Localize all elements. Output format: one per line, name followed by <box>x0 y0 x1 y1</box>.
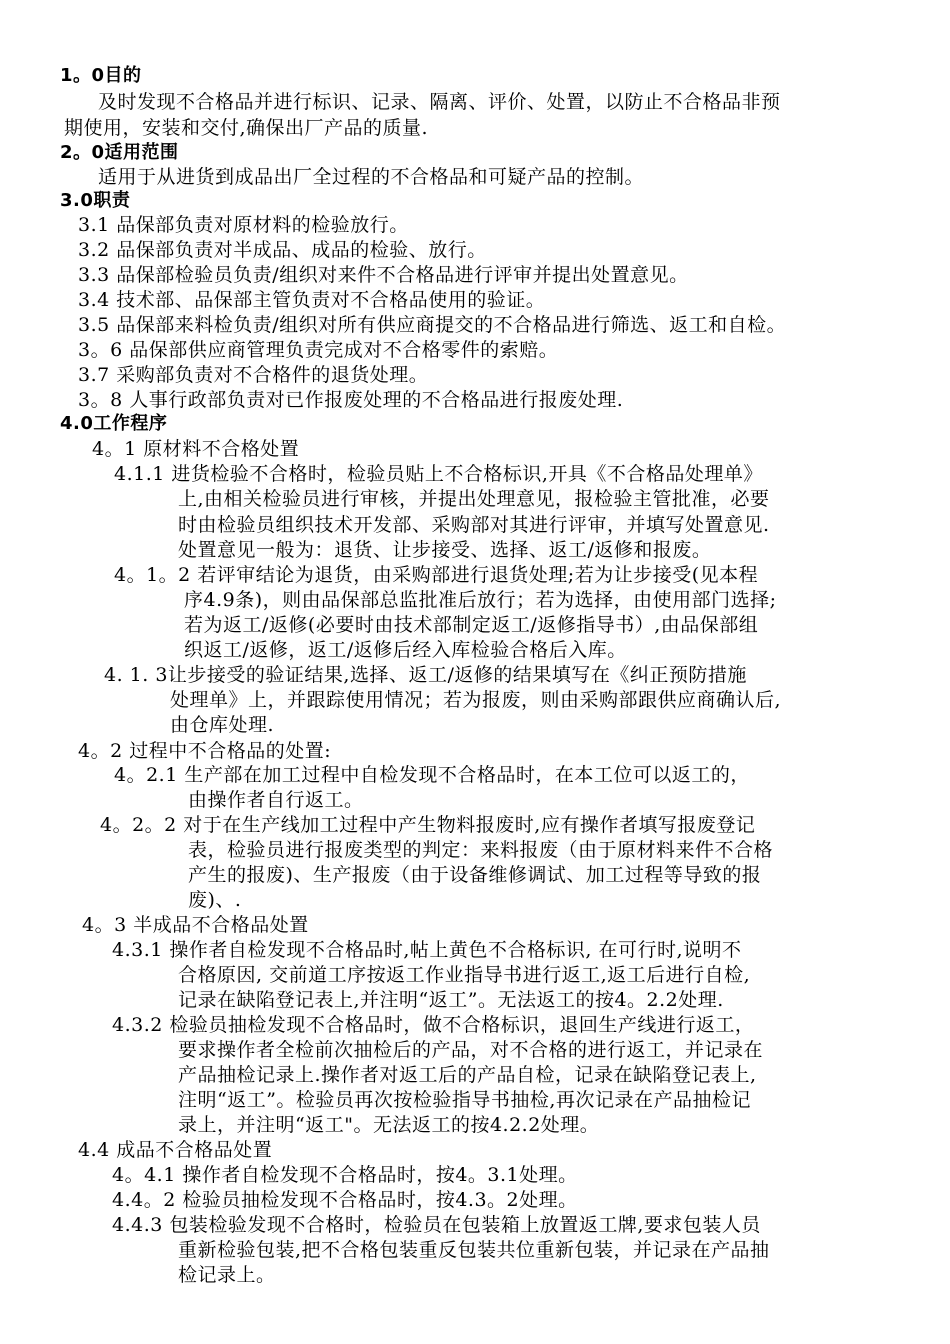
text-line: 4。3 半成品不合格品处置 <box>82 914 309 936</box>
text-line: 处置意见一般为：退货、让步接受、选择、返工/返修和报废。 <box>178 539 712 561</box>
section-heading-procedure: 4.0工作程序 <box>60 413 168 434</box>
text-line: 4.4.3 包装检验发现不合格时，检验员在包装箱上放置返工牌,要求包装人员 <box>112 1214 761 1236</box>
text-line: 4.4。2 检验员抽检发现不合格品时，按4.3。2处理。 <box>112 1189 578 1211</box>
text-line: 3。6 品保部供应商管理负责完成对不合格零件的索赔。 <box>78 339 559 361</box>
text-line: 适用于从进货到成品出厂全过程的不合格品和可疑产品的控制。 <box>98 166 645 188</box>
text-line: 及时发现不合格品并进行标识、记录、隔离、评价、处置，以防止不合格品非预 <box>98 91 781 113</box>
text-line: 检记录上。 <box>178 1264 276 1286</box>
text-line: 序4.9条)，则由品保部总监批准后放行；若为选择，由使用部门选择; <box>184 589 777 611</box>
text-line: 注明“返工”。检验员再次按检验指导书抽检,再次记录在产品抽检记 <box>178 1089 751 1111</box>
text-line: 4.4 成品不合格品处置 <box>78 1139 273 1161</box>
text-line: 处理单》上，并跟踪使用情况；若为报废，则由采购部跟供应商确认后, <box>170 689 782 711</box>
text-line: 3.1 品保部负责对原材料的检验放行。 <box>78 214 409 236</box>
text-line: 产品抽检记录上.操作者对返工后的产品自检，记录在缺陷登记表上, <box>178 1064 757 1086</box>
text-line: 合格原因, 交前道工序按返工作业指导书进行返工,返工后进行自检, <box>178 964 751 986</box>
text-line: 由仓库处理. <box>170 714 275 736</box>
text-line: 3.4 技术部、品保部主管负责对不合格品使用的验证。 <box>78 289 546 311</box>
text-line: 4。2 过程中不合格品的处置: <box>78 740 332 762</box>
text-line: 3.7 采购部负责对不合格件的退货处理。 <box>78 364 429 386</box>
text-line: 4.3.1 操作者自检发现不合格品时,帖上黄色不合格标识, 在可行时,说明不 <box>112 939 742 961</box>
text-line: 织返工/返修，返工/返修后经入库检验合格后入库。 <box>184 639 627 661</box>
text-line: 4.3.2 检验员抽检发现不合格品时，做不合格标识，退回生产线进行返工， <box>112 1014 755 1036</box>
text-line: 3.3 品保部检验员负责/组织对来件不合格品进行评审并提出处置意见。 <box>78 264 689 286</box>
text-line: 4.1.1 进货检验不合格时，检验员贴上不合格标识,开具《不合格品处理单》 <box>114 463 763 485</box>
text-line: 产生的报废)、生产报废（由于设备维修调试、加工过程等导致的报 <box>188 864 762 886</box>
text-line: 4。1 原材料不合格处置 <box>92 438 300 460</box>
text-line: 4。2。2 对于在生产线加工过程中产生物料报废时,应有操作者填写报废登记 <box>100 814 756 836</box>
text-line: 重新检验包装,把不合格包装重反包装共位重新包装，并记录在产品抽 <box>178 1239 770 1261</box>
text-line: 3。8 人事行政部负责对已作报废处理的不合格品进行报废处理. <box>78 389 624 411</box>
text-line: 3.2 品保部负责对半成品、成品的检验、放行。 <box>78 239 487 261</box>
text-line: 4。2.1 生产部在加工过程中自检发现不合格品时，在本工位可以返工的， <box>114 764 750 786</box>
text-line: 记录在缺陷登记表上,并注明“返工”。无法返工的按4。2.2处理. <box>178 989 724 1011</box>
text-line: 上,由相关检验员进行审核，并提出处理意见，报检验主管批准，必要 <box>178 488 770 510</box>
section-heading-scope: 2。0适用范围 <box>60 142 179 163</box>
text-line: 要求操作者全检前次抽检后的产品，对不合格的进行返工，并记录在 <box>178 1039 764 1061</box>
text-line: 时由检验员组织技术开发部、采购部对其进行评审，并填写处置意见. <box>178 514 770 536</box>
text-line: 表，检验员进行报废类型的判定：来料报废（由于原材料来件不合格 <box>188 839 774 861</box>
section-heading-responsibilities: 3.0职责 <box>60 190 131 211</box>
text-line: 4. 1. 3让步接受的验证结果,选择、返工/返修的结果填写在《纠正预防措施 <box>104 664 747 686</box>
text-line: 4。1。2 若评审结论为退货，由采购部进行退货处理;若为让步接受(见本程 <box>114 564 759 586</box>
text-line: 4。4.1 操作者自检发现不合格品时，按4。3.1处理。 <box>112 1164 578 1186</box>
text-line: 若为返工/返修(必要时由技术部制定返工/返修指导书）,由品保部组 <box>184 614 759 636</box>
text-line: 3.5 品保部来料检负责/组织对所有供应商提交的不合格品进行筛选、返工和自检。 <box>78 314 787 336</box>
text-line: 录上，并注明“返工"。无法返工的按4.2.2处理。 <box>178 1114 600 1136</box>
text-line: 废)、. <box>188 889 242 911</box>
section-heading-purpose: 1。0目的 <box>60 65 142 86</box>
text-line: 期使用，安装和交付,确保出厂产品的质量. <box>64 117 429 139</box>
text-line: 由操作者自行返工。 <box>188 789 364 811</box>
